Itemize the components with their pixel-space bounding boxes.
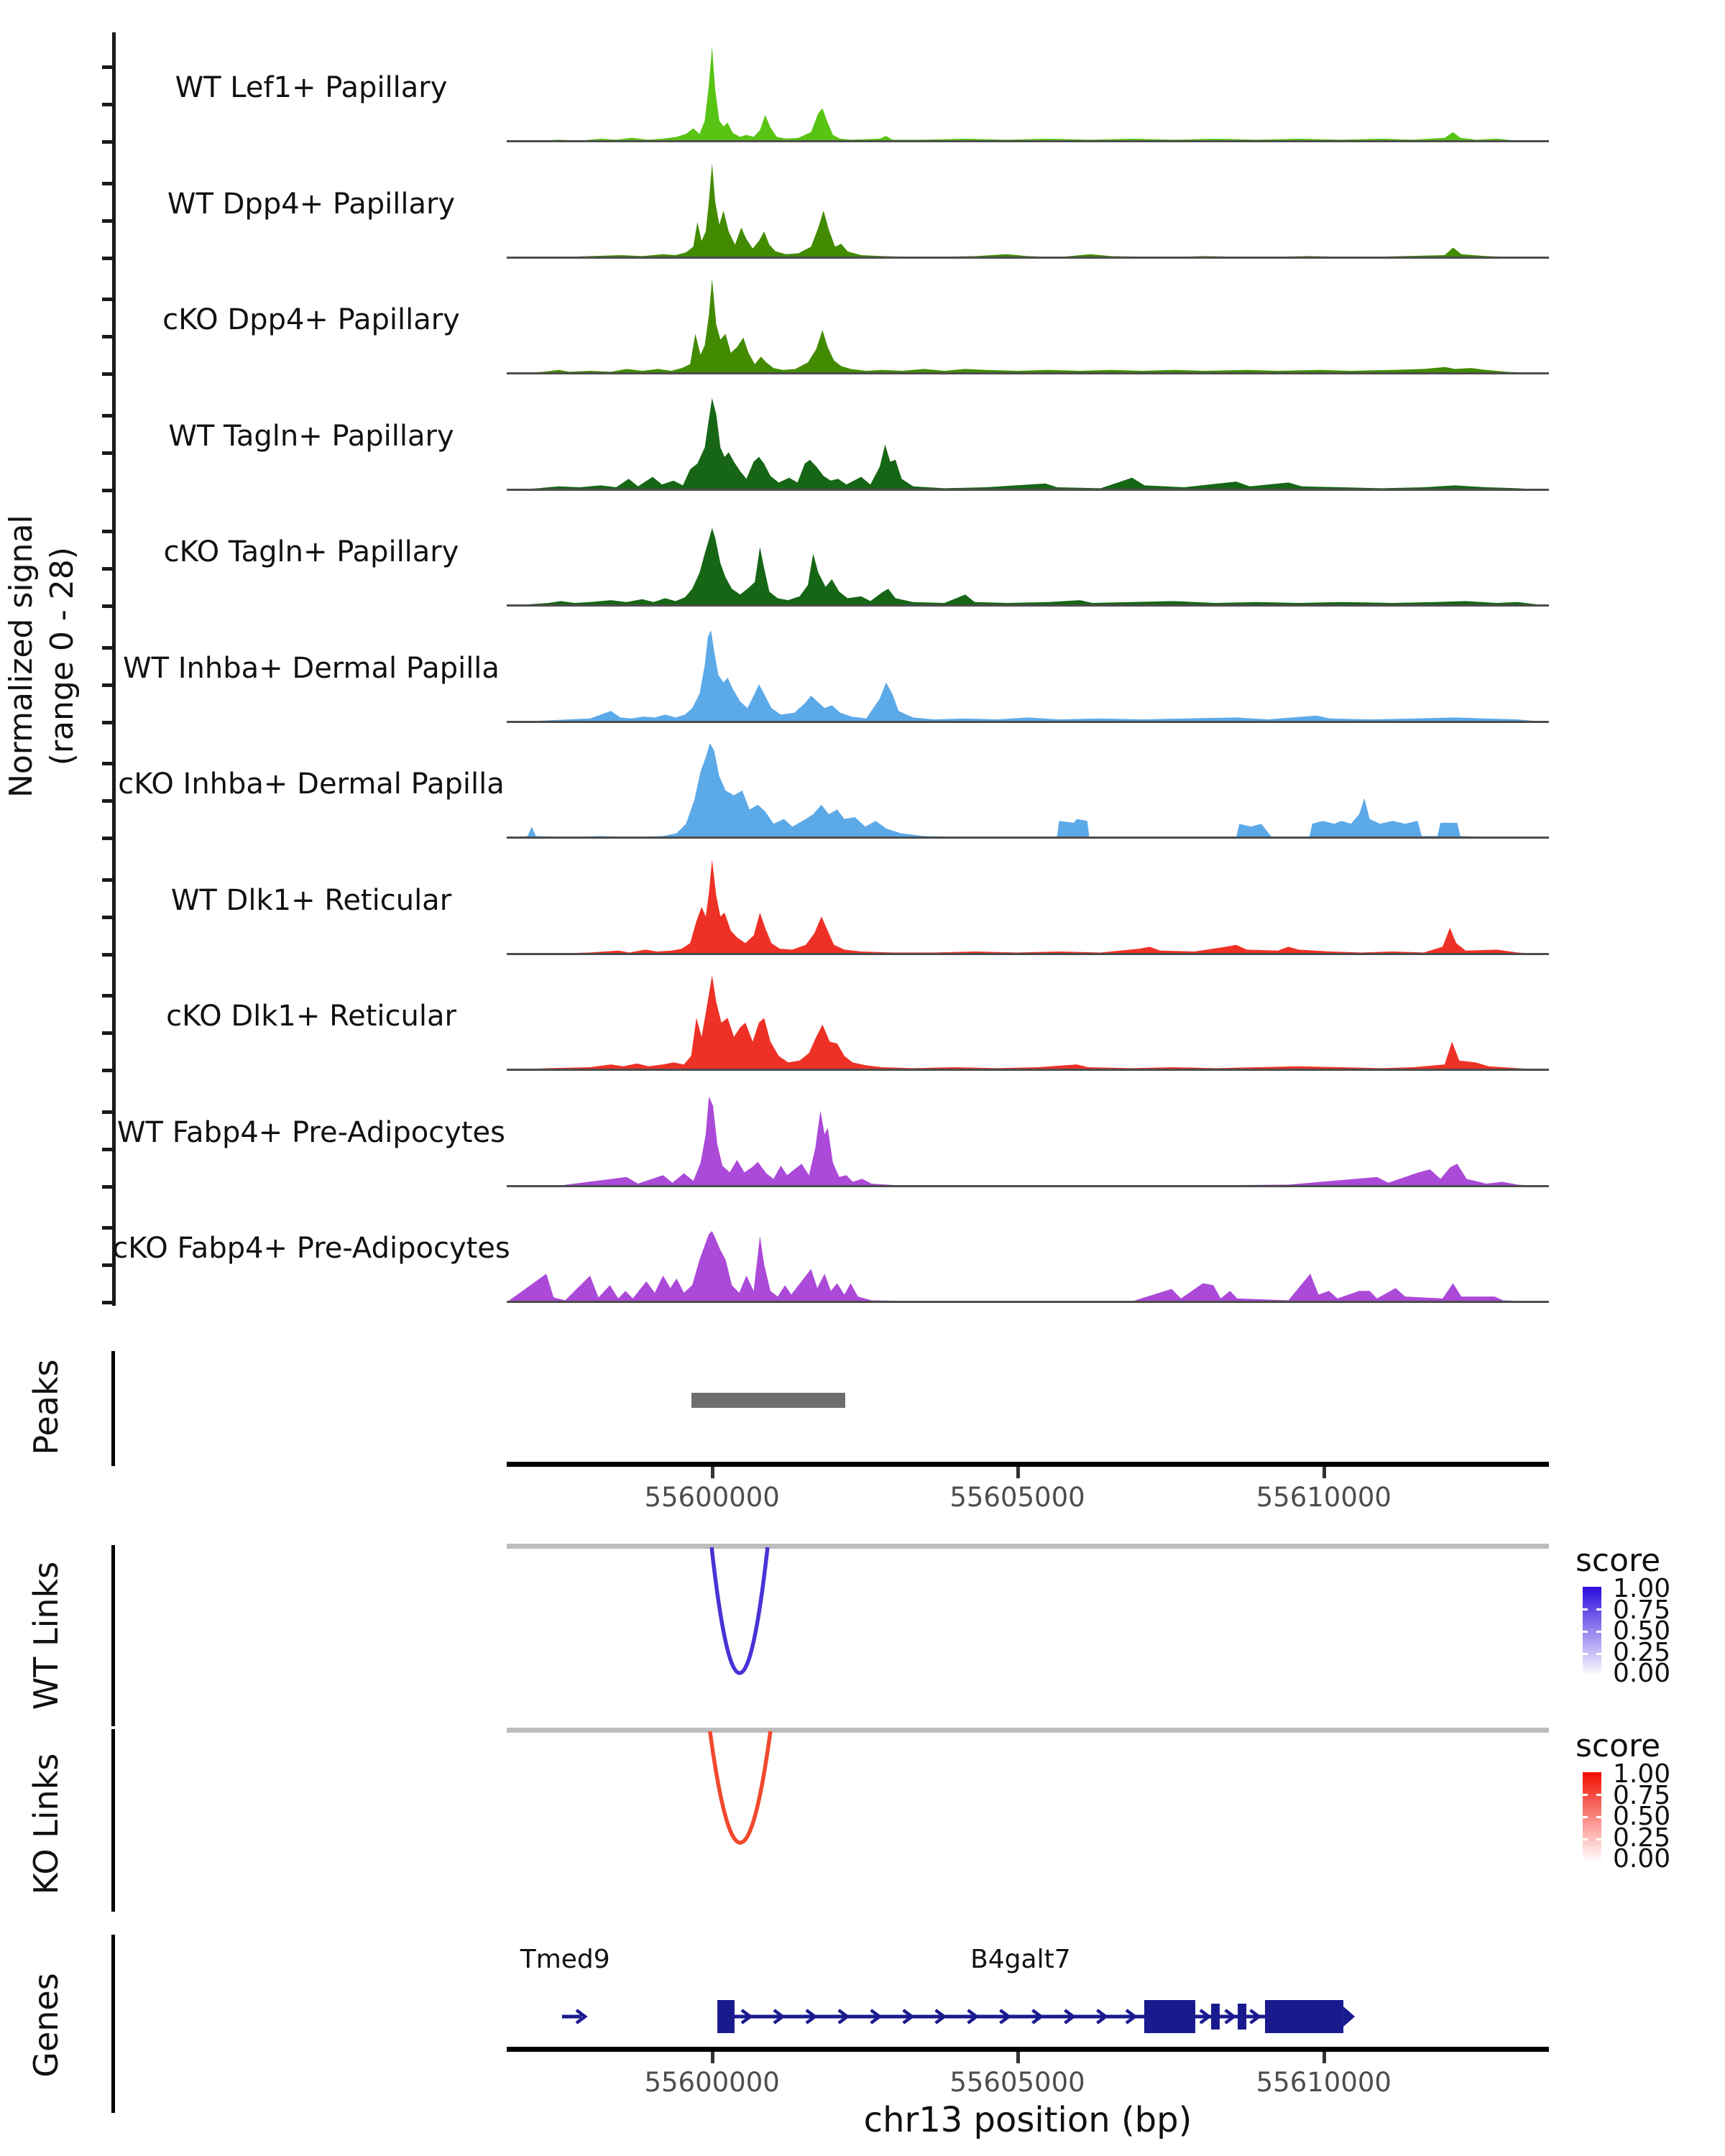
signal-track-area [507, 390, 1549, 490]
track-baseline [507, 372, 1549, 374]
track-baseline [507, 721, 1549, 723]
signal-track-area [507, 273, 1549, 374]
score-legend-tick [1596, 1816, 1601, 1818]
x-axis-tick [1322, 2052, 1326, 2063]
coverage-path [507, 163, 1549, 258]
score-legend-tick [1596, 1653, 1601, 1655]
link-curve [710, 1731, 770, 1843]
track-label: WT Lef1+ Papillary [175, 71, 448, 104]
signal-track-area [507, 505, 1549, 606]
coverage-path [507, 279, 1549, 374]
section-label-ko-links: KO Links [27, 1753, 65, 1895]
track-label: WT Dlk1+ Reticular [170, 884, 452, 917]
peaks-axis-segment [111, 1351, 115, 1466]
track-label: WT Tagln+ Papillary [168, 420, 454, 453]
signal-track-area [507, 622, 1549, 722]
gene-name-label: B4galt7 [970, 1945, 1071, 1974]
signal-y-axis-tick [102, 953, 113, 957]
y-axis-title-line1: Normalized signal [2, 515, 40, 798]
x-axis-tick-label: 55605000 [949, 1482, 1085, 1513]
track-label: cKO Fabp4+ Pre-Adipocytes [112, 1232, 510, 1265]
score-legend-label: 0.50 [1613, 1616, 1671, 1646]
x-axis-tick [1016, 1467, 1020, 1478]
x-axis-tick-label: 55600000 [644, 2067, 780, 2098]
coverage-path [507, 630, 1549, 722]
x-axis-tick-label: 55610000 [1256, 2067, 1392, 2098]
coverage-path [507, 47, 1549, 142]
signal-y-axis-tick [102, 604, 113, 608]
track-baseline [507, 140, 1549, 142]
score-legend-tick [1583, 1794, 1588, 1796]
x-axis-line [507, 1462, 1549, 1467]
track-label: WT Inhba+ Dermal Papilla [123, 652, 500, 685]
track-baseline [507, 604, 1549, 607]
signal-y-axis-tick [102, 140, 113, 144]
signal-y-axis-tick [102, 257, 113, 260]
coverage-path [507, 1231, 1549, 1302]
signal-track-area [507, 1202, 1549, 1302]
gene-exon [1211, 2004, 1220, 2030]
coverage-path [507, 398, 1549, 490]
gene-exon [1144, 2000, 1195, 2033]
x-axis-tick [711, 2052, 714, 2063]
signal-y-axis-tick [102, 1069, 113, 1072]
score-legend-tick [1596, 1838, 1601, 1841]
score-legend-tick [1583, 1838, 1588, 1841]
track-label: cKO Inhba+ Dermal Papilla [118, 768, 505, 801]
score-legend-label: 0.50 [1613, 1802, 1671, 1831]
score-legend-label: 0.00 [1613, 1844, 1671, 1874]
x-axis-line [507, 2047, 1549, 2052]
coverage-path [507, 975, 1549, 1070]
signal-track-area [507, 969, 1549, 1070]
section-label-wt-links: WT Links [27, 1561, 65, 1710]
x-axis-tick [1322, 1467, 1326, 1478]
gene-exon [1265, 2000, 1343, 2033]
signal-track-area [507, 1086, 1549, 1187]
score-legend-tick [1583, 1608, 1588, 1611]
wt-score-legend-title: score [1576, 1542, 1661, 1579]
score-legend-label: 1.00 [1613, 1759, 1671, 1789]
track-label: WT Fabp4+ Pre-Adipocytes [117, 1116, 505, 1149]
track-baseline [507, 1069, 1549, 1071]
track-baseline [507, 1301, 1549, 1303]
signal-y-axis-tick [102, 837, 113, 840]
signal-y-axis-tick [102, 1185, 113, 1189]
gene-body-line [562, 2015, 581, 2019]
score-legend-label: 0.75 [1613, 1780, 1671, 1810]
peak-bar [691, 1393, 846, 1408]
score-legend-tick [1583, 1816, 1588, 1818]
link-axis-segment [111, 1545, 115, 1726]
track-baseline [507, 489, 1549, 491]
score-legend-tick [1596, 1608, 1601, 1611]
score-legend-label: 0.25 [1613, 1823, 1671, 1853]
signal-y-axis-tick [102, 372, 113, 376]
signal-y-axis-tick [102, 1301, 113, 1304]
track-baseline [507, 953, 1549, 955]
score-legend-tick [1583, 1653, 1588, 1655]
signal-track-area [507, 157, 1549, 258]
gene-name-label: Tmed9 [520, 1945, 610, 1974]
coverage-path [507, 860, 1549, 954]
gene-exon [717, 2000, 735, 2033]
x-axis-title: chr13 position (bp) [863, 2100, 1192, 2140]
signal-y-axis-tick [102, 721, 113, 724]
signal-track-area [507, 41, 1549, 142]
x-axis-tick [1016, 2052, 1020, 2063]
score-legend-tick [1583, 1631, 1588, 1633]
y-axis-title [1, 333, 83, 980]
section-label-peaks: Peaks [27, 1359, 65, 1455]
link-axis-segment [111, 1729, 115, 1912]
signal-track-area [507, 854, 1549, 954]
y-axis-title-line2: (range 0 - 28) [44, 547, 80, 766]
coverage-path [507, 743, 1549, 838]
track-label: WT Dpp4+ Papillary [167, 188, 456, 221]
genes-axis-segment [111, 1935, 115, 2113]
signal-y-axis-tick [102, 489, 113, 492]
section-label-genes: Genes [27, 1973, 65, 2078]
x-axis-tick [711, 1467, 714, 1478]
ko-score-legend-title: score [1576, 1728, 1661, 1764]
score-legend-label: 0.00 [1613, 1659, 1671, 1688]
signal-track-area [507, 737, 1549, 838]
track-label: cKO Tagln+ Papillary [163, 535, 459, 568]
score-legend-label: 0.75 [1613, 1595, 1671, 1625]
coverage-path [507, 528, 1549, 606]
x-axis-tick-label: 55600000 [644, 1482, 780, 1513]
score-legend-tick [1596, 1631, 1601, 1633]
track-baseline [507, 257, 1549, 259]
x-axis-tick-label: 55605000 [949, 2067, 1085, 2098]
coverage-path [507, 1097, 1549, 1187]
link-curve-svg [507, 1544, 1549, 1723]
x-axis-tick-label: 55610000 [1256, 1482, 1392, 1513]
score-legend-label: 1.00 [1613, 1574, 1671, 1603]
link-curve-svg [507, 1728, 1549, 1907]
genes-track-svg [507, 1981, 1549, 2053]
track-label: cKO Dpp4+ Papillary [162, 303, 460, 336]
gene-end-arrow [1343, 2007, 1355, 2027]
track-baseline [507, 837, 1549, 839]
track-baseline [507, 1185, 1549, 1187]
track-label: cKO Dlk1+ Reticular [166, 1000, 456, 1033]
score-legend-tick [1596, 1794, 1601, 1796]
link-curve [712, 1547, 768, 1673]
gene-exon [1238, 2004, 1246, 2030]
score-legend-label: 0.25 [1613, 1637, 1671, 1667]
